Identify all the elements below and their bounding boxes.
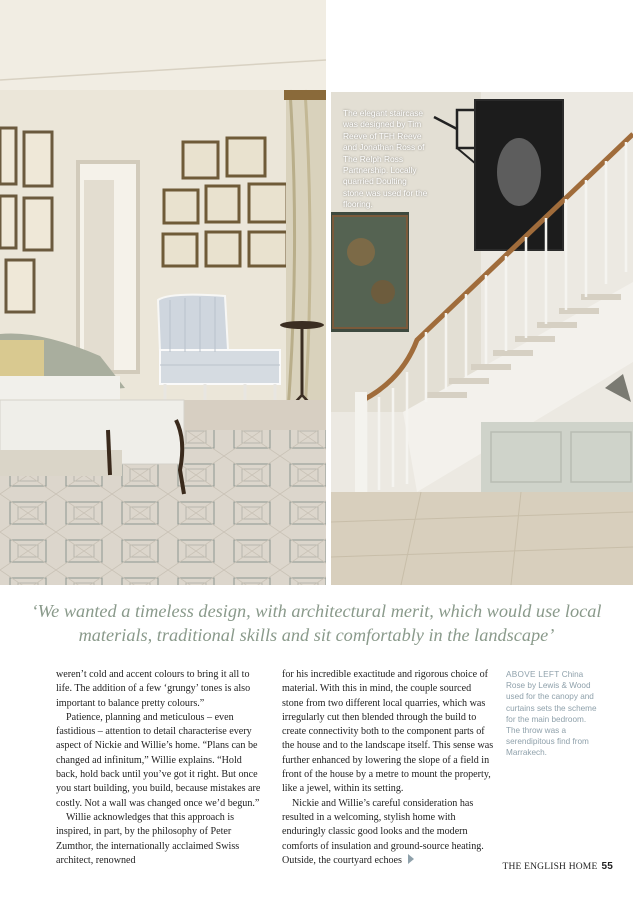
paragraph: weren’t cold and accent colours to bring it all to life. The addition of a few ‘grungy’ tones is also important to balance pretty colours.” bbox=[56, 669, 251, 709]
paragraph-text: Nickie and Willie’s careful consideration has resulted in a welcoming, stylish home with enduringly classic good looks and the modern comforts of insulation and ground-source heating. Outside, the courtyard echoes bbox=[282, 797, 484, 866]
continue-arrow-icon bbox=[408, 854, 414, 864]
paragraph: for his incredible exactitude and rigorous choice of material. With this in mind, the couple sourced stone from two different local quarries, which was irregularly cut then blended through the build to create connectivity both to the component parts of the house and to the landscape itself. This sense was further enhanced by lowering the slope of a field in front of the house by a metre to mount the property, like a jewel, within its setting. bbox=[282, 669, 494, 795]
side-caption bbox=[506, 669, 598, 759]
caption-text: China Rose by Lewis & Wood used for the canopy and curtains sets the scheme for the main bedroom. The throw was a serendipitous find from Marrakech. bbox=[506, 670, 597, 758]
paragraph bbox=[282, 797, 494, 868]
body-column-2 bbox=[282, 668, 494, 868]
magazine-title: THE ENGLISH HOME bbox=[502, 862, 598, 872]
photo-caption: The elegant staircase was designed by Tim Reeve of TFH Reeve and Jonathan Ross of The Relph Ross Partnership. Locally quarried Doulting stone was used for the flooring. bbox=[343, 108, 428, 210]
paragraph: Patience, planning and meticulous – even fastidious – attention to detail characterise every aspect of Nickie and Willie’s home. “Plans can be changed ad infinitum,” Willie explains. “Hold back, hold back until you’ve got it right. But once you start building, you build, because mistakes are costly. Not a wall was changed once we’d begun.” bbox=[56, 711, 261, 809]
bedroom-photo bbox=[0, 0, 326, 585]
pull-quote: ‘We wanted a timeless design, with architectural merit, which would use local materials, traditional skills and sit comfortably in the landscape’ bbox=[31, 601, 602, 645]
paragraph: Willie acknowledges that this approach is inspired, in part, by the philosophy of Peter Zumthor, the internationally acclaimed Swiss architect, renowned bbox=[56, 811, 240, 866]
page-footer bbox=[502, 861, 613, 872]
body-column-1 bbox=[56, 668, 264, 868]
page-number: 55 bbox=[601, 861, 613, 872]
caption-lead: ABOVE LEFT bbox=[506, 670, 560, 679]
